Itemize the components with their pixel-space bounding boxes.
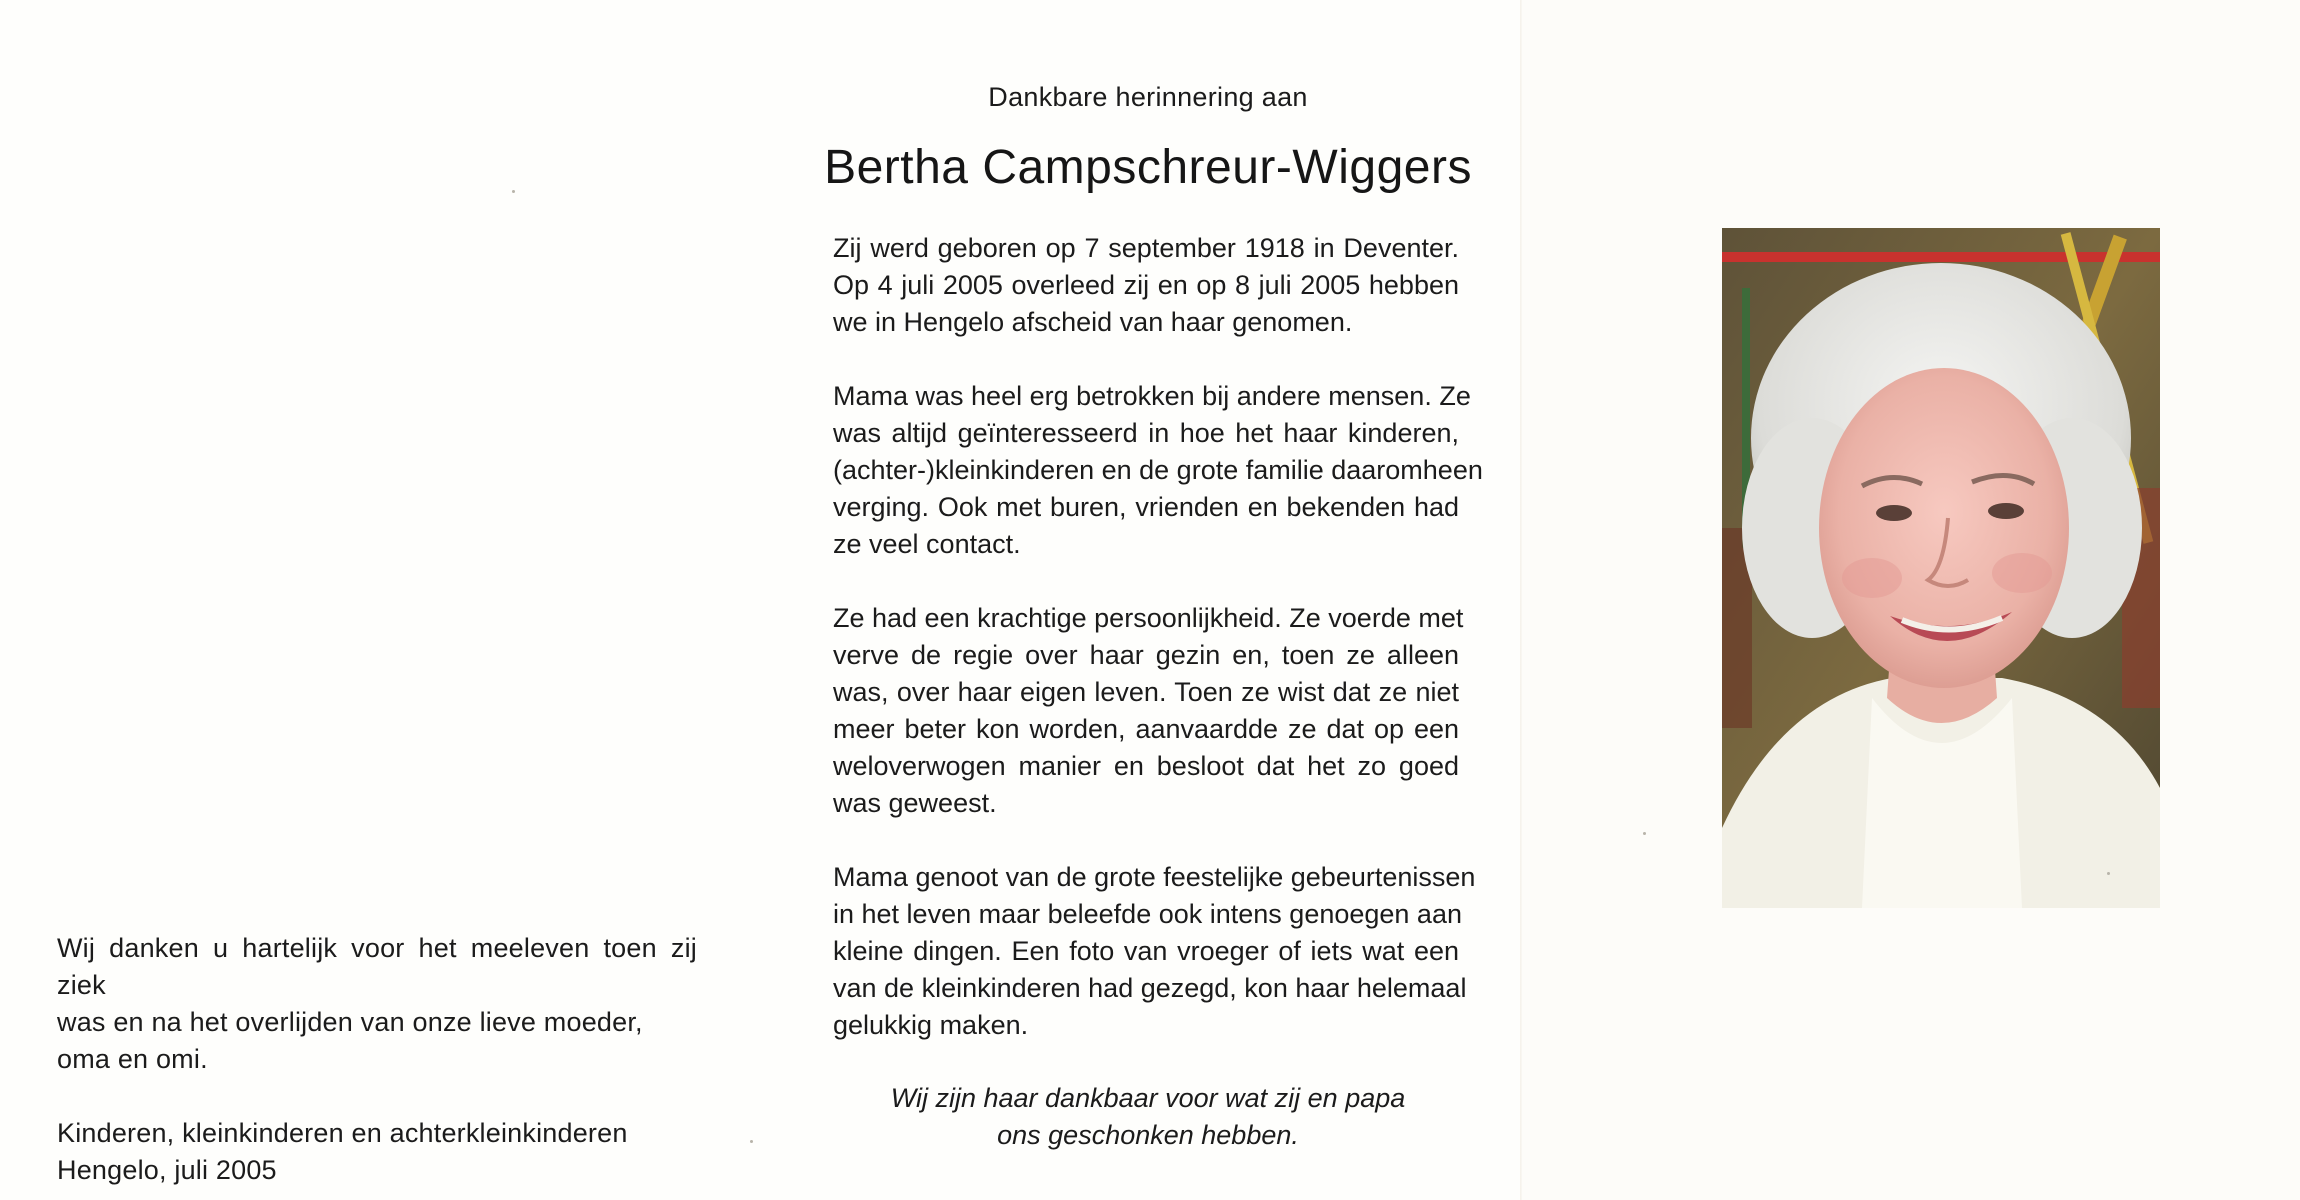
text-line: verve de regie over haar gezin en, toen ze alleen xyxy=(833,640,1459,670)
scan-speck xyxy=(1643,832,1646,835)
closing-line: Wij zijn haar dankbaar voor wat zij en papa xyxy=(890,1083,1406,1113)
signature-line: Hengelo, juli 2005 xyxy=(57,1155,277,1185)
text-line: meer beter kon worden, aanvaardde ze dat op een xyxy=(833,714,1459,744)
scan-speck xyxy=(512,190,515,193)
biography-paragraph xyxy=(833,600,1464,822)
text-line: gelukkig maken. xyxy=(833,1010,1029,1040)
text-line: (achter-)kleinkinderen en de grote familie daaromheen xyxy=(833,455,1483,485)
thanks-block xyxy=(57,930,697,1189)
text-line: verging. Ook met buren, vrienden en bekenden had xyxy=(833,492,1459,522)
text-line: kleine dingen. Een foto van vroeger of iets wat een xyxy=(833,936,1459,966)
text-line: weloverwogen manier en besloot dat het zo goed xyxy=(833,751,1459,781)
biography-text xyxy=(833,230,1483,1081)
biography-paragraph xyxy=(833,230,1459,341)
scan-speck xyxy=(2107,872,2110,875)
signature-line: Kinderen, kleinkinderen en achterkleinkinderen xyxy=(57,1118,628,1148)
thanks-line: was en na het overlijden van onze lieve moeder, xyxy=(57,1007,643,1037)
text-line: Mama was heel erg betrokken bij andere mensen. Ze xyxy=(833,381,1471,411)
text-line: in het leven maar beleefde ook intens genoegen aan xyxy=(833,899,1462,929)
thanks-line: oma en omi. xyxy=(57,1044,208,1074)
thanks-line: Wij danken u hartelijk voor het meeleven toen zij ziek xyxy=(57,933,697,1000)
closing-line: ons geschonken hebben. xyxy=(997,1120,1299,1150)
text-line: we in Hengelo afscheid van haar genomen. xyxy=(833,307,1353,337)
biography-paragraph xyxy=(833,859,1476,1044)
text-line: was altijd geïnteresseerd in hoe het haar kinderen, xyxy=(833,418,1459,448)
biography-paragraph xyxy=(833,378,1483,563)
text-line: was, over haar eigen leven. Toen ze wist dat ze niet xyxy=(833,677,1459,707)
text-line: ze veel contact. xyxy=(833,529,1021,559)
portrait-photo xyxy=(1722,228,2160,908)
scan-speck xyxy=(750,1140,753,1143)
deceased-name: Bertha Campschreur-Wiggers xyxy=(824,141,1472,194)
text-line: was geweest. xyxy=(833,788,997,818)
text-line: Zij werd geboren op 7 september 1918 in Deventer. xyxy=(833,233,1459,263)
text-line: Op 4 juli 2005 overleed zij en op 8 juli 2005 hebben xyxy=(833,270,1459,300)
memorial-heading: Dankbare herinnering aan xyxy=(988,82,1308,112)
text-line: Ze had een krachtige persoonlijkheid. Ze voerde met xyxy=(833,603,1464,633)
closing-text xyxy=(830,1080,1466,1154)
text-line: Mama genoot van de grote feestelijke gebeurtenissen xyxy=(833,862,1476,892)
text-line: van de kleinkinderen had gezegd, kon haar helemaal xyxy=(833,973,1467,1003)
